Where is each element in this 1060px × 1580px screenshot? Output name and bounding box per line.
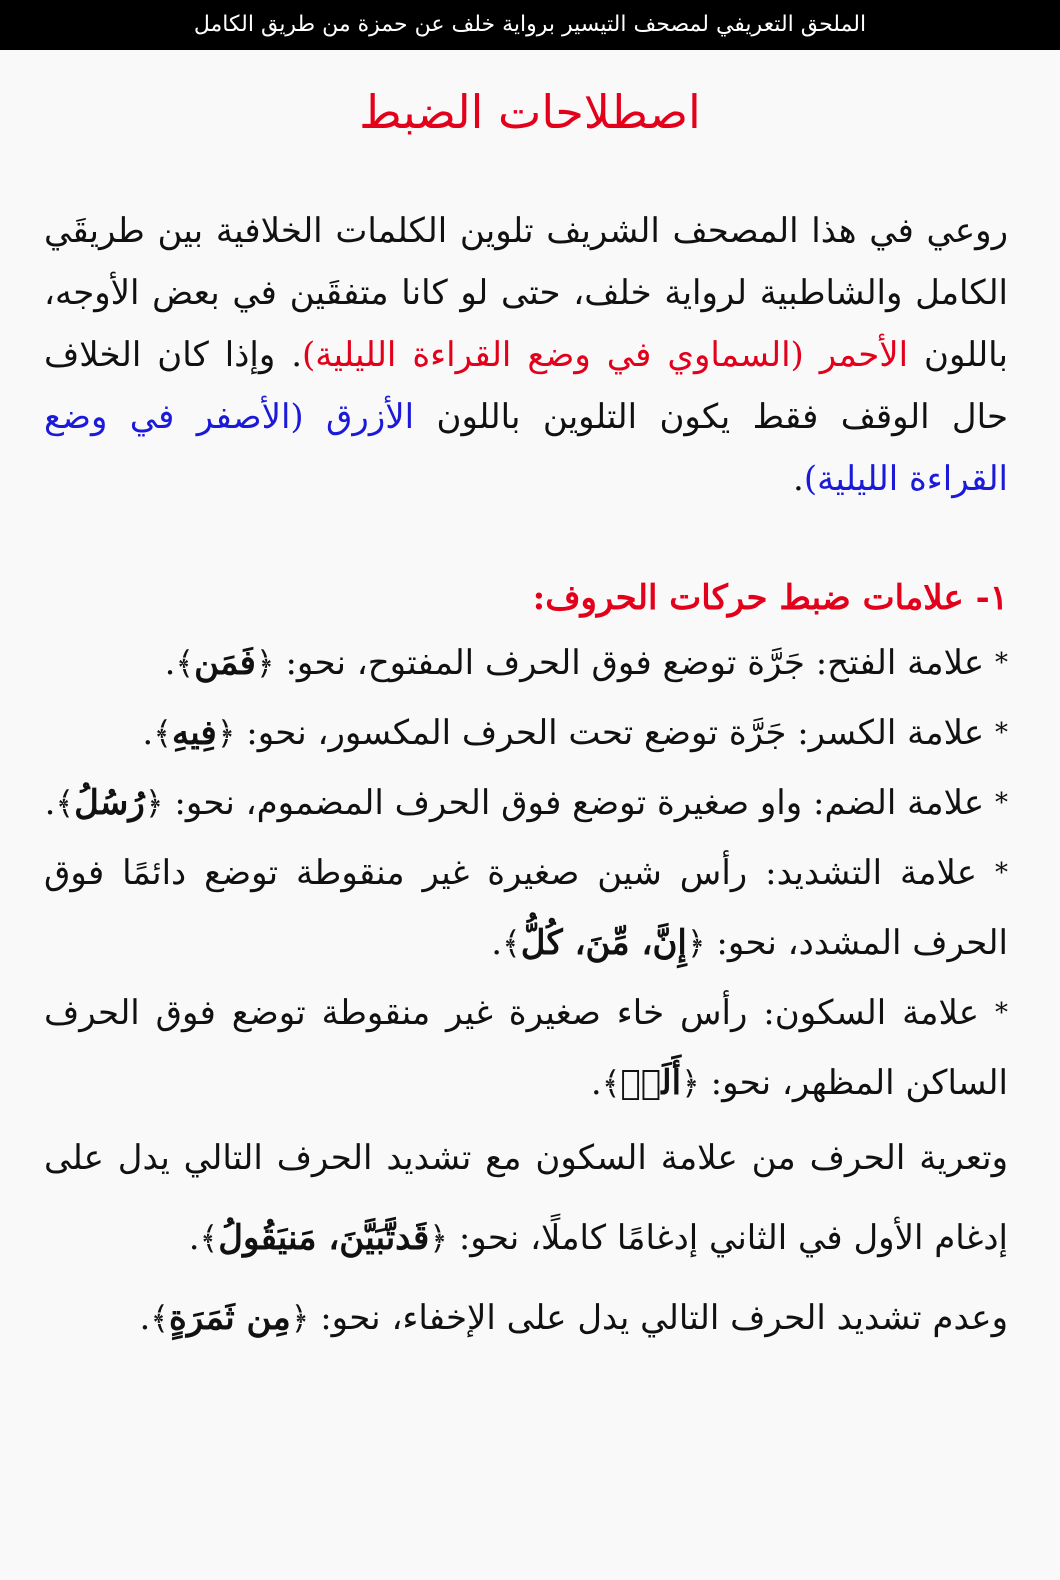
- close-ornament: ﴾: [150, 1299, 170, 1337]
- bullet-star: *: [995, 718, 1008, 748]
- quran-example: فِيهِ: [171, 713, 217, 753]
- bullet-star: *: [995, 998, 1008, 1028]
- open-ornament: ﴿: [681, 1064, 700, 1102]
- page-title: اصطلاحات الضبط: [359, 85, 701, 139]
- open-ornament: ﴿: [290, 1299, 310, 1337]
- intro-text-3: .: [793, 459, 804, 499]
- header-text: الملحق التعريفي لمصحف التيسير برواية خلف عن حمزة من طريق الكامل: [193, 12, 867, 37]
- section-heading: ١- علامات ضبط حركات الحروف:: [532, 578, 1008, 618]
- list-item: [44, 698, 1008, 768]
- intro-text-2: . وإذا كان الخلاف حال الوقف فقط يكون التلوين باللون: [44, 335, 1008, 437]
- open-ornament: ﴿: [216, 714, 236, 752]
- list-item: [44, 768, 1008, 838]
- ikhfa-text: وعدم تشديد الحرف التالي يدل على الإخفاء، نحو:: [309, 1298, 1008, 1338]
- item-end: .: [188, 1218, 200, 1258]
- bullet-star: *: [995, 858, 1008, 888]
- list-item: [44, 628, 1008, 698]
- main-content: [0, 200, 1060, 1358]
- item-end: .: [44, 783, 56, 823]
- list-item: [44, 978, 1008, 1118]
- quran-example: رُسُلُ: [74, 783, 145, 823]
- close-ornament: ﴾: [199, 1219, 219, 1257]
- item-text: علامة الضم: واو صغيرة توضع فوق الحرف المضموم، نحو:: [163, 783, 995, 823]
- item-end: .: [164, 643, 176, 683]
- close-ornament: ﴾: [153, 714, 172, 752]
- quran-example: قَدتَّبَيَّنَ، مَنيَقُولُ: [218, 1218, 430, 1258]
- intro-paragraph: [44, 200, 1008, 510]
- close-ornament: ﴾: [601, 1064, 621, 1102]
- item-text: علامة الكسر: جَرَّة توضع تحت الحرف المكسور، نحو:: [235, 713, 995, 753]
- bullet-star: *: [995, 788, 1008, 818]
- close-ornament: ﴾: [55, 784, 75, 822]
- quran-example: فَمَن: [194, 643, 256, 683]
- open-ornament: ﴿: [255, 644, 275, 682]
- quran-example: أَلَمۡ: [620, 1063, 682, 1103]
- idgham-paragraph: [44, 1118, 1008, 1278]
- close-ornament: ﴾: [502, 924, 521, 962]
- quran-example: مِن ثَمَرَةٍ: [169, 1298, 291, 1338]
- item-end: .: [139, 1298, 151, 1338]
- red-color-note: الأحمر (السماوي في وضع القراءة الليلية): [302, 335, 909, 375]
- item-text: علامة التشديد: رأس شين صغيرة غير منقوطة توضع دائمًا فوق الحرف المشدد، نحو:: [44, 853, 1008, 963]
- item-text: علامة السكون: رأس خاء صغيرة غير منقوطة توضع فوق الحرف الساكن المظهر، نحو:: [44, 993, 1008, 1103]
- open-ornament: ﴿: [144, 784, 164, 822]
- close-ornament: ﴾: [175, 644, 195, 682]
- item-end: .: [590, 1063, 602, 1103]
- intro-text-1: روعي في هذا المصحف الشريف تلوين الكلمات الخلافية بين طريقَي الكامل والشاطبية لرواية خلف، حتى لو كانا متفقَين في بعض الأوجه، باللون: [44, 211, 1009, 375]
- open-ornament: ﴿: [429, 1219, 449, 1257]
- item-end: .: [491, 923, 503, 963]
- idgham-text: وتعرية الحرف من علامة السكون مع تشديد الحرف التالي يدل على إدغام الأول في الثاني إدغامًا كاملًا، نحو:: [44, 1138, 1008, 1258]
- quran-example: إِنَّ، مِّنَ، كُلُّ: [520, 923, 687, 963]
- open-ornament: ﴿: [686, 924, 706, 962]
- ikhfa-paragraph: [44, 1278, 1008, 1358]
- bullet-star: *: [995, 648, 1008, 678]
- list-item: [44, 838, 1008, 978]
- item-end: .: [142, 713, 154, 753]
- blue-color-note: الأزرق (الأصفر في وضع القراءة الليلية): [44, 397, 1008, 499]
- page-header: [0, 0, 1060, 50]
- item-text: علامة الفتح: جَرَّة توضع فوق الحرف المفتوح، نحو:: [274, 643, 995, 683]
